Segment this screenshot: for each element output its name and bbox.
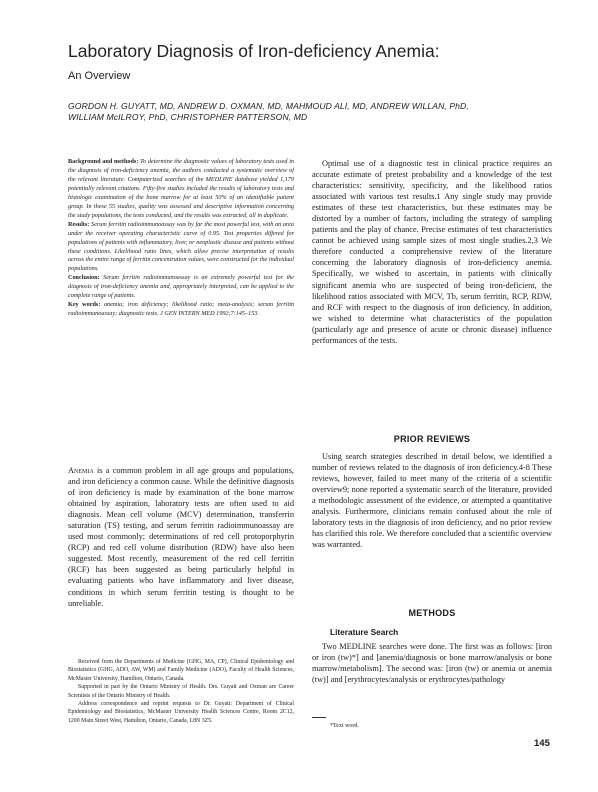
abstract-keywords-text: anemia; iron deficiency; likelihood ratio; meta-analysis; serum ferritin radioimmunoassay; diagnostic tests. (68, 301, 295, 318)
article-subtitle: An Overview (68, 70, 131, 82)
abstract-keywords-label: Key words: (68, 301, 101, 309)
literature-search-section (312, 641, 552, 685)
abstract-conclusion-text: Serum ferritin radioimmunoassay is an extremely powerful test for the diagnosis of iron-deficiency anemia and, appropriately interpreted, can be applied to the complete range of patients. (68, 274, 295, 300)
introduction-left-column (68, 465, 294, 609)
introduction-left-text: is a common problem in all age groups and populations, and iron deficiency a common cause. While the definitive diagnosis of iron deficiency is made by examination of the bone marrow obtained by aspiration, laboratory tests are often used to aid diagnosis. Mean cell volume (MCV) determination, transferrin saturation (TS) testing, and serum ferritin radioimmunoassay are used most commonly; determinations of red cell protoporphyrin (RCP) and red cell volume distribution (RDW) have also been suggested. Most recently, measurement of the red cell ferritin (RCF) has been suggested as being particularly helpful in evaluating patients who have inflammatory and liver disease, conditions in which serum ferritin testing is thought to be unreliable. (68, 466, 294, 608)
prior-reviews-heading: PRIOR REVIEWS (393, 434, 471, 444)
abstract-citation: J GEN INTERN MED 1992;7:145–153. (160, 310, 259, 318)
received-note: Received from the Departments of Medicine (GHG, MA, CP), Clinical Epidemiology and Biostatistics (GHG, ADO, AW, WM) and Family Medicine (ADO), Faculty of Health Sciences, McMaster University, Hamilton, Ontario, Canada. (68, 659, 294, 682)
prior-reviews-text: Using search strategies described in detail below, we identified a number of reviews related to the diagnosis of iron deficiency.4-8 These reviews, however, failed to meet many of the criteria of a scientific overview9; none reported a systematic search of the literature, provided a methodologic assessment of the evidence, or attempted a quantitative analysis. Furthermore, clinicians remain confused about the role of laboratory tests in the diagnosis of iron deficiency, and no prior review has clarified this role. We therefore concluded that a scientific overview was warranted. (312, 452, 552, 550)
introduction-lead-word: Anemia (68, 466, 94, 475)
footnote-rule (312, 717, 326, 718)
correspondence-note: Address correspondence and reprint requests to Dr. Guyatt: Department of Clinical Epidemiology and Biostatistics, McMaster University Health Sciences Centre, Room 2C12, 1200 Main Street West, Hamilton, Ontario, Canada, L8N 3Z5. (68, 701, 294, 724)
abstract-background-label: Background and methods: (68, 158, 139, 165)
article-title: Laboratory Diagnosis of Iron-deficiency Anemia: (68, 41, 440, 61)
page-number: 145 (534, 738, 550, 749)
abstract (68, 158, 294, 319)
abstract-background-text: To determine the diagnostic values of laboratory tests used in the diagnosis of iron-deficiency anemia, the authors conducted a systematic overview of the relevant literature. Computerized searches of the MEDLINE database yielded 1,179 potentially relevant citations. Fifty-five studies included the results of laboratory tests and histologic examination of the bone marrow for at least 50% of an identifiable patient group. In these 55 studies, quality was assessed and descriptive information concerning the study populations, the tests conducted, and the results was extracted, all in duplicate. (68, 158, 295, 219)
prior-reviews-section (312, 451, 552, 550)
support-note: Supported in part by the Ontario Ministry of Health. Drs. Guyatt and Oxman are Career Scientists of the Ontario Ministry of Health. (68, 684, 294, 699)
abstract-results-label: Results: (68, 220, 90, 228)
introduction-right-text: Optimal use of a diagnostic test in clinical practice requires an accurate estimate of pretest probability and a knowledge of the test characteristics: sensitivity, specificity, and the likelihood ratios associated with various test results.1 Any single study may provide estimates of these test characteristics, but these estimates may be distorted by a number of factors, including the strategy of sampling patients and the play of chance. Precise estimates of test characteristics cannot be achieved using sample sizes of most single studies.2,3 We therefore conducted a comprehensive review of the literature concerning the laboratory diagnosis of iron-deficiency anemia. Specifically, we wished to ascertain, in patients with clinically significant anemia who are suspected of being iron-deficient, the likelihood ratios associated with MCV, Tb, serum ferritin, RCP, RDW, and RCF with respect to the diagnosis of iron deficiency. In addition, we wished to determine what characteristics of the population (particularly age and presence of acute or chronic disease) influence performances of the tests. (312, 159, 552, 345)
methods-heading: METHODS (408, 608, 456, 618)
text-word-footnote: *Text word. (330, 723, 359, 729)
literature-search-heading: Literature Search (330, 627, 399, 637)
author-list: GORDON H. GUYATT, MD, ANDREW D. OXMAN, MD, MAHMOUD ALI, MD, ANDREW WILLAN, PhD, WILLIAM McILROY, PhD, CHRISTOPHER PATTERSON, MD (68, 101, 469, 122)
abstract-results-text: Serum ferritin radioimmunoassay was by far the most powerful test, with an area under the receiver operating characteristic curve of 0.95. Test properties differed for populations of patients with inflammatory, liver, or neoplastic disease and patients without these conditions. Likelihood ratio lines, which allow precise interpretation of results across the entire range of ferritin concentration values, were constructed for the individual populations. (68, 220, 294, 273)
abstract-conclusion-label: Conclusion: (68, 274, 100, 282)
literature-search-text: Two MEDLINE searches were done. The first was as follows: [iron or iron (tw)*] and [anemia/diagnosis or bone marrow/analysis or bone marrow/metabolism]. The second was: [iron (tw) or anemia or anemia (tw)] and [erythrocytes/analysis or erythrocytes/pathology (312, 642, 552, 685)
author-footnotes (68, 658, 294, 725)
introduction-right-column (312, 158, 552, 346)
